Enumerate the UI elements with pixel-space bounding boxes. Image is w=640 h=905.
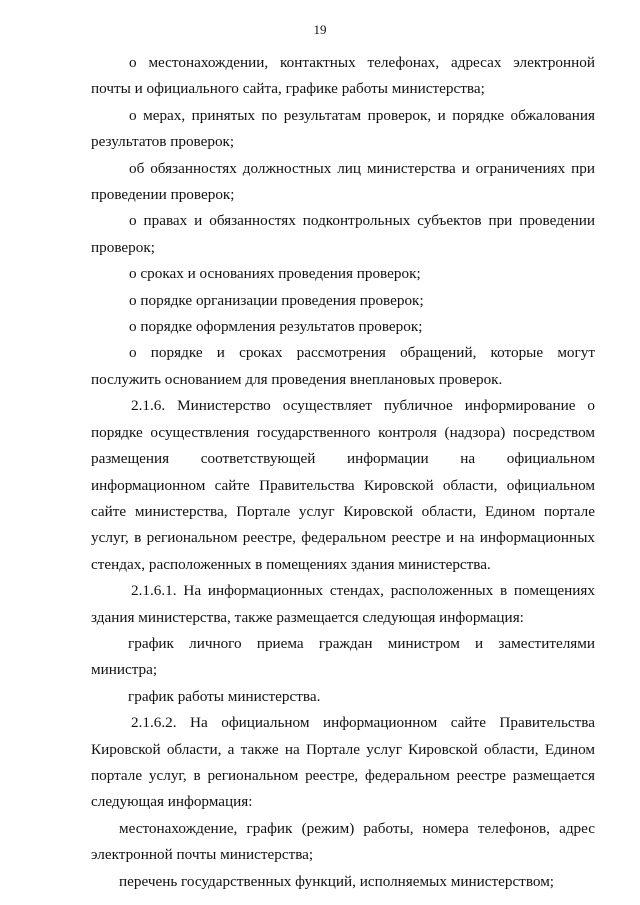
paragraph-inspection-measures: о мерах, принятых по результатам проверок, и порядке обжалования результатов проверок; <box>91 106 595 151</box>
paragraph-location-info: о местонахождении, контактных телефонах, адресах электронной почты и официального сайта, графике работы министерства; <box>91 54 595 98</box>
list-item-reception-schedule: график личного приема граждан министром и заместителями министра; <box>91 634 595 679</box>
section-2-1-6-2: 2.1.6.2. На официальном информационном сайте Правительства Кировской области, а также на Портале услуг Кировской области, Едином портале услуг, в региональном реестре, федеральном реестре размещается следующая информация: <box>91 714 595 811</box>
document-body <box>91 50 595 895</box>
paragraph-inspection-terms: о сроках и основаниях проведения проверок; <box>129 265 421 283</box>
paragraph-official-duties: об обязанностях должностных лиц министерства и ограничениях при проведении проверок; <box>91 159 595 204</box>
paragraph-appeals-procedure: о порядке и сроках рассмотрения обращений, которые могут послужить основанием для проведения внеплановых проверок. <box>91 344 595 388</box>
paragraph-subject-rights: о правах и обязанностях подконтрольных субъектов при проведении проверок; <box>91 212 595 256</box>
page-number: 19 <box>313 22 327 37</box>
paragraph-inspection-organization: о порядке организации проведения проверок; <box>129 291 424 309</box>
list-item-location-contacts: местонахождение, график (режим) работы, номера телефонов, адрес электронной почты министерства; <box>91 819 595 864</box>
list-item-state-functions: перечень государственных функций, исполняемых министерством; <box>119 872 555 890</box>
list-item-work-schedule: график работы министерства. <box>128 687 321 705</box>
paragraph-inspection-results: о порядке оформления результатов проверок; <box>129 318 423 336</box>
section-2-1-6-1: 2.1.6.1. На информационных стендах, расположенных в помещениях здания министерства, также размещается следующая информация: <box>91 582 595 626</box>
section-2-1-6: 2.1.6. Министерство осуществляет публичное информирование о порядке осуществления государственного контроля (надзора) посредством размещения соответствующей информации на официальном информационном сайте Правительства Кировской области, официальном сайте министерства, Портале услуг Кировской области, Едином портале услуг, в региональном реестре, федеральном реестре и на информационных стендах, расположенных в помещениях здания министерства. <box>91 397 595 573</box>
